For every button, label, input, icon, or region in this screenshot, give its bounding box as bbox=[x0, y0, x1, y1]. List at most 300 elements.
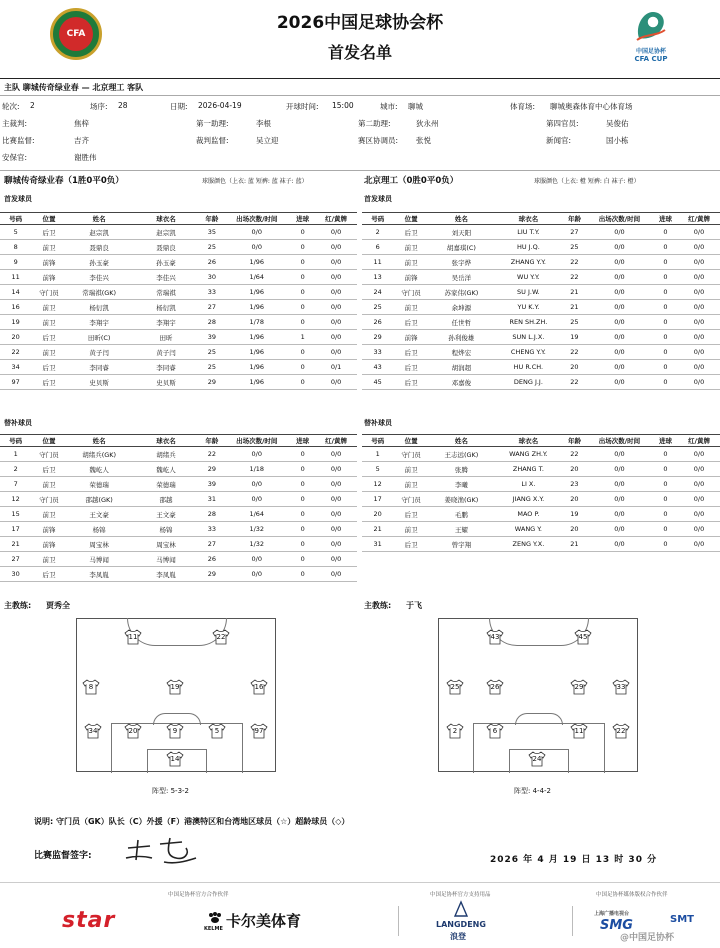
table-cell: 后卫 bbox=[31, 330, 66, 345]
table-cell: 7 bbox=[0, 477, 31, 492]
table-cell: 后卫 bbox=[393, 375, 429, 390]
table-cell: 0 bbox=[653, 330, 678, 345]
away-formation: 阵型: 4-4-2 bbox=[514, 787, 551, 795]
table-cell: 17 bbox=[362, 492, 393, 507]
table-cell: 0 bbox=[290, 255, 315, 270]
table-cell: 后卫 bbox=[393, 345, 429, 360]
table-cell: 0/0 bbox=[586, 285, 653, 300]
away-formation-pitch bbox=[438, 618, 638, 772]
table-cell: 11 bbox=[362, 255, 393, 270]
player-shirt-icon bbox=[123, 629, 143, 645]
table-cell: 0/0 bbox=[586, 300, 653, 315]
table-cell: 0 bbox=[290, 240, 315, 255]
table-cell: 前卫 bbox=[393, 477, 429, 492]
partner-title-1: 中国足协杯官方合作伙伴 bbox=[168, 892, 229, 898]
table-cell: 31 bbox=[200, 492, 223, 507]
table-cell: 21 bbox=[563, 300, 586, 315]
table-cell: 0/0 bbox=[586, 462, 653, 477]
home-kit-colors: 球服颜色（上衣: 蓝 短裤: 蓝 袜子: 蓝） bbox=[202, 178, 308, 185]
table-cell: 0/0 bbox=[315, 507, 357, 522]
signature-label: 比赛监督签字: bbox=[34, 851, 92, 861]
table-cell: 11 bbox=[0, 270, 31, 285]
column-header: 位置 bbox=[393, 213, 429, 225]
shirt-number: 29 bbox=[574, 683, 584, 691]
table-cell: 李佳兴 bbox=[67, 270, 132, 285]
table-cell: 39 bbox=[200, 477, 223, 492]
match-info-6: 开球时间: bbox=[286, 102, 319, 111]
column-header: 进球 bbox=[290, 213, 315, 225]
official-0-7: 吴俊佑 bbox=[606, 119, 629, 128]
shirt-number: 14 bbox=[170, 755, 180, 763]
table-cell: 前卫 bbox=[393, 255, 429, 270]
table-row bbox=[0, 537, 357, 552]
table-cell: 前卫 bbox=[393, 522, 429, 537]
legend-text: 说明: 守门员（GK）队长（C）外援（F）港澳特区和台湾地区球员（☆）超龄球员（◇） bbox=[34, 817, 350, 826]
table-cell: 35 bbox=[200, 225, 223, 240]
langdeng-emblem-icon bbox=[452, 900, 470, 918]
table-cell: 聂鼎良 bbox=[132, 240, 201, 255]
table-row bbox=[362, 285, 720, 300]
table-cell: 0/0 bbox=[315, 240, 357, 255]
column-header: 号码 bbox=[0, 435, 31, 447]
table-cell: 0 bbox=[653, 507, 678, 522]
smt-logo: SMT bbox=[670, 914, 694, 925]
table-row bbox=[362, 522, 720, 537]
smg-logo: SMG bbox=[600, 918, 633, 933]
match-info-9: 聊城 bbox=[408, 102, 423, 111]
table-cell: 前锋 bbox=[393, 330, 429, 345]
table-cell: 0 bbox=[653, 477, 678, 492]
table-cell: 0/0 bbox=[315, 315, 357, 330]
table-cell: CHENG Y.Y. bbox=[494, 345, 563, 360]
table-cell: 0 bbox=[290, 477, 315, 492]
table-cell: 0 bbox=[653, 240, 678, 255]
table-cell: 0/0 bbox=[315, 447, 357, 462]
table-cell: 前卫 bbox=[31, 477, 66, 492]
home-coach-name: 贾秀全 bbox=[46, 601, 70, 610]
match-info-4: 日期: bbox=[170, 102, 188, 111]
table-cell: 21 bbox=[563, 537, 586, 552]
table-cell: 马博闻 bbox=[67, 552, 132, 567]
home-subs-table bbox=[0, 434, 357, 582]
table-cell: 0/0 bbox=[223, 567, 290, 582]
table-cell: 李佳兴 bbox=[132, 270, 201, 285]
table-cell: 1/78 bbox=[223, 315, 290, 330]
table-cell: 0/0 bbox=[678, 375, 720, 390]
official-1-0: 比赛监督: bbox=[2, 136, 35, 145]
table-cell: 胡嘉琪(C) bbox=[429, 240, 494, 255]
table-cell: 前卫 bbox=[31, 315, 66, 330]
shirt-number: 43 bbox=[490, 633, 500, 641]
away-starters-title: 首发球员 bbox=[364, 195, 392, 203]
table-cell: 1 bbox=[362, 447, 393, 462]
table-cell: 前锋 bbox=[393, 270, 429, 285]
table-cell: 荣德瑞 bbox=[67, 477, 132, 492]
table-cell: 22 bbox=[563, 255, 586, 270]
player-shirt-icon bbox=[207, 723, 227, 739]
table-cell: 33 bbox=[200, 285, 223, 300]
column-header: 出场次数/时间 bbox=[586, 213, 653, 225]
table-cell: 1/96 bbox=[223, 330, 290, 345]
table-cell: 0 bbox=[653, 537, 678, 552]
table-row bbox=[0, 375, 357, 390]
table-cell: 胡绪兵 bbox=[132, 447, 201, 462]
table-cell: 30 bbox=[200, 270, 223, 285]
table-cell: 0/0 bbox=[315, 477, 357, 492]
smg-small: 上海广播电视台 bbox=[594, 911, 630, 917]
table-cell: 25 bbox=[200, 345, 223, 360]
table-cell: 20 bbox=[563, 522, 586, 537]
table-cell: 16 bbox=[0, 300, 31, 315]
table-cell: 0 bbox=[653, 255, 678, 270]
table-cell: 22 bbox=[563, 270, 586, 285]
official-2-0: 安保官: bbox=[2, 153, 28, 162]
table-row bbox=[0, 552, 357, 567]
table-cell: 0/0 bbox=[678, 300, 720, 315]
table-cell: 0/0 bbox=[315, 330, 357, 345]
away-coach-label: 主教练: bbox=[364, 601, 392, 610]
column-header: 位置 bbox=[393, 435, 429, 447]
table-cell: 20 bbox=[362, 507, 393, 522]
table-cell: 程烨宏 bbox=[429, 345, 494, 360]
table-cell: 20 bbox=[563, 360, 586, 375]
table-cell: 邵越(GK) bbox=[67, 492, 132, 507]
table-cell: 0/0 bbox=[223, 492, 290, 507]
column-header: 年龄 bbox=[200, 213, 223, 225]
shirt-number: 11 bbox=[574, 727, 584, 735]
table-cell: 吴岳洋 bbox=[429, 270, 494, 285]
table-cell: 杨锦 bbox=[132, 522, 201, 537]
table-cell: 后卫 bbox=[31, 567, 66, 582]
table-cell: 21 bbox=[563, 285, 586, 300]
shirt-number: 34 bbox=[88, 727, 98, 735]
table-cell: 0 bbox=[290, 522, 315, 537]
table-cell: 守门员 bbox=[393, 447, 429, 462]
table-cell: 0 bbox=[653, 447, 678, 462]
shirt-number: 16 bbox=[254, 683, 264, 691]
table-cell: 0/0 bbox=[223, 240, 290, 255]
column-header: 红/黄牌 bbox=[678, 435, 720, 447]
table-cell: 守门员 bbox=[393, 492, 429, 507]
kelme-logo: 卡尔美体育 bbox=[226, 912, 302, 930]
table-cell: 史贝斯 bbox=[67, 375, 132, 390]
table-cell: 97 bbox=[0, 375, 31, 390]
table-cell: 刘天阳 bbox=[429, 225, 494, 240]
table-cell: 孙玉豪 bbox=[132, 255, 201, 270]
table-cell: 0/0 bbox=[315, 375, 357, 390]
column-header: 出场次数/时间 bbox=[223, 213, 290, 225]
table-cell: 15 bbox=[0, 507, 31, 522]
table-cell: 1 bbox=[0, 447, 31, 462]
table-cell: 1 bbox=[290, 330, 315, 345]
table-cell: 0 bbox=[653, 522, 678, 537]
away-coach-name: 于飞 bbox=[406, 601, 422, 610]
table-cell: 1/64 bbox=[223, 507, 290, 522]
table-cell: LI X. bbox=[494, 477, 563, 492]
player-shirt-icon bbox=[569, 679, 589, 695]
table-cell: 前锋 bbox=[31, 537, 66, 552]
table-cell: 0/0 bbox=[223, 225, 290, 240]
table-cell: 0/0 bbox=[586, 270, 653, 285]
table-cell: 余坤源 bbox=[429, 300, 494, 315]
official-0-2: 第一助理: bbox=[196, 119, 229, 128]
table-cell: 0/0 bbox=[315, 462, 357, 477]
table-row bbox=[362, 537, 720, 552]
signature-stroke-icon bbox=[120, 836, 210, 870]
official-1-3: 吴立迎 bbox=[256, 136, 279, 145]
langdeng-logo: LANGDENG bbox=[436, 920, 486, 929]
table-cell: MAO P. bbox=[494, 507, 563, 522]
table-cell: 0/0 bbox=[678, 522, 720, 537]
table-row bbox=[362, 360, 720, 375]
table-cell: 黄子闫 bbox=[67, 345, 132, 360]
table-cell: 29 bbox=[200, 375, 223, 390]
table-cell: 胡绪兵(GK) bbox=[67, 447, 132, 462]
table-row bbox=[0, 360, 357, 375]
home-starters-table bbox=[0, 212, 357, 390]
table-cell: 李同睿 bbox=[132, 360, 201, 375]
table-row bbox=[362, 477, 720, 492]
column-header: 年龄 bbox=[563, 213, 586, 225]
table-cell: 前卫 bbox=[31, 507, 66, 522]
home-formation-pitch bbox=[76, 618, 276, 772]
table-cell: 0/0 bbox=[315, 537, 357, 552]
table-cell: 0/0 bbox=[678, 537, 720, 552]
official-1-4: 赛区协调员: bbox=[358, 136, 399, 145]
table-cell: 39 bbox=[200, 330, 223, 345]
table-cell: 17 bbox=[0, 522, 31, 537]
table-cell: 常瑞祺 bbox=[132, 285, 201, 300]
table-cell: 0/0 bbox=[678, 270, 720, 285]
table-cell: 0/0 bbox=[223, 477, 290, 492]
official-0-4: 第二助理: bbox=[358, 119, 391, 128]
table-cell: 前锋 bbox=[31, 270, 66, 285]
table-cell: 0 bbox=[653, 315, 678, 330]
table-cell: 胡润超 bbox=[429, 360, 494, 375]
cup-logo-cn: 中国足协杯 bbox=[635, 48, 666, 55]
table-cell: 前卫 bbox=[31, 240, 66, 255]
table-cell: 前卫 bbox=[31, 300, 66, 315]
table-cell: 0/0 bbox=[586, 447, 653, 462]
table-row bbox=[362, 345, 720, 360]
player-shirt-icon bbox=[485, 679, 505, 695]
table-row bbox=[0, 240, 357, 255]
table-cell: 0 bbox=[290, 270, 315, 285]
column-header: 姓名 bbox=[67, 213, 132, 225]
table-row bbox=[362, 375, 720, 390]
kelme-paw-icon bbox=[208, 912, 222, 924]
away-subs-table bbox=[362, 434, 720, 552]
table-cell: 孙玉豪 bbox=[67, 255, 132, 270]
table-cell: ZHANG Y.Y. bbox=[494, 255, 563, 270]
column-header: 位置 bbox=[31, 213, 66, 225]
home-coach-label: 主教练: bbox=[4, 601, 32, 610]
table-cell: 赵宗凯 bbox=[132, 225, 201, 240]
table-cell: 后卫 bbox=[31, 360, 66, 375]
table-cell: 马博闻 bbox=[132, 552, 201, 567]
table-cell: 1/18 bbox=[223, 462, 290, 477]
column-header: 位置 bbox=[31, 435, 66, 447]
table-row bbox=[0, 567, 357, 582]
table-cell: 0 bbox=[290, 360, 315, 375]
table-cell: 李曦 bbox=[429, 477, 494, 492]
column-header: 红/黄牌 bbox=[315, 435, 357, 447]
table-cell: 26 bbox=[362, 315, 393, 330]
table-cell: 0 bbox=[290, 447, 315, 462]
table-cell: 0 bbox=[653, 345, 678, 360]
official-0-3: 李根 bbox=[256, 119, 271, 128]
shirt-number: 26 bbox=[490, 683, 500, 691]
table-cell: 19 bbox=[0, 315, 31, 330]
table-cell: 0 bbox=[653, 300, 678, 315]
match-info-10: 体育场: bbox=[510, 102, 536, 111]
table-cell: 守门员 bbox=[31, 492, 66, 507]
column-header: 年龄 bbox=[200, 435, 223, 447]
table-cell: 27 bbox=[200, 537, 223, 552]
official-1-6: 新闻官: bbox=[546, 136, 572, 145]
table-row bbox=[362, 240, 720, 255]
table-cell: 1/96 bbox=[223, 285, 290, 300]
table-cell: 0/0 bbox=[678, 345, 720, 360]
column-header: 号码 bbox=[362, 213, 393, 225]
table-cell: 20 bbox=[0, 330, 31, 345]
table-cell: 12 bbox=[362, 477, 393, 492]
table-cell: 22 bbox=[0, 345, 31, 360]
match-info-2: 场序: bbox=[90, 102, 108, 111]
table-row bbox=[0, 285, 357, 300]
table-cell: 邵越 bbox=[132, 492, 201, 507]
home-formation: 阵型: 5-3-2 bbox=[152, 787, 189, 795]
table-cell: 9 bbox=[0, 255, 31, 270]
table-cell: 守门员 bbox=[393, 285, 429, 300]
page-subtitle: 首发名单 bbox=[327, 43, 392, 62]
table-cell: 后卫 bbox=[393, 537, 429, 552]
table-cell: 魏屹人 bbox=[67, 462, 132, 477]
table-cell: WU Y.Y. bbox=[494, 270, 563, 285]
official-1-2: 裁判监督: bbox=[196, 136, 229, 145]
cup-logo-en: CFA CUP bbox=[634, 55, 668, 63]
player-shirt-icon bbox=[569, 723, 589, 739]
table-cell: 23 bbox=[563, 477, 586, 492]
table-cell: WANG Y. bbox=[494, 522, 563, 537]
table-cell: 0/0 bbox=[678, 315, 720, 330]
table-cell: 25 bbox=[200, 360, 223, 375]
table-cell: 0/0 bbox=[678, 462, 720, 477]
table-cell: 0 bbox=[290, 492, 315, 507]
table-cell: 聂鼎良 bbox=[67, 240, 132, 255]
column-header: 姓名 bbox=[429, 213, 494, 225]
table-cell: 张宇烨 bbox=[429, 255, 494, 270]
table-cell: 31 bbox=[362, 537, 393, 552]
table-row bbox=[362, 225, 720, 240]
table-cell: 5 bbox=[362, 462, 393, 477]
table-cell: 12 bbox=[0, 492, 31, 507]
table-row bbox=[362, 507, 720, 522]
table-cell: 周宝林 bbox=[67, 537, 132, 552]
column-header: 进球 bbox=[653, 435, 678, 447]
table-cell: 0 bbox=[290, 225, 315, 240]
table-cell: ZHANG T. bbox=[494, 462, 563, 477]
table-cell: 28 bbox=[200, 507, 223, 522]
langdeng-cn: 浪登 bbox=[450, 932, 466, 941]
table-cell: 33 bbox=[362, 345, 393, 360]
watermark-text: @中国足协杯 bbox=[620, 933, 675, 943]
table-cell: 前锋 bbox=[31, 255, 66, 270]
table-cell: 前卫 bbox=[393, 462, 429, 477]
table-cell: 5 bbox=[0, 225, 31, 240]
match-info-1: 2 bbox=[30, 101, 35, 110]
table-cell: 后卫 bbox=[31, 462, 66, 477]
table-cell: 2 bbox=[362, 225, 393, 240]
table-cell: 0/0 bbox=[315, 225, 357, 240]
partner-title-3: 中国足协杯媒体版权合作伙伴 bbox=[596, 892, 668, 898]
table-cell: 25 bbox=[563, 315, 586, 330]
away-subs-title: 替补球员 bbox=[364, 419, 392, 427]
table-cell: 周宝林 bbox=[132, 537, 201, 552]
table-cell: 后卫 bbox=[393, 225, 429, 240]
table-cell: 后卫 bbox=[393, 360, 429, 375]
table-cell: 29 bbox=[200, 567, 223, 582]
table-cell: 0/0 bbox=[678, 225, 720, 240]
table-cell: 0/0 bbox=[678, 477, 720, 492]
table-cell: 守门员 bbox=[31, 447, 66, 462]
table-cell: 29 bbox=[362, 330, 393, 345]
table-row bbox=[362, 315, 720, 330]
column-header: 号码 bbox=[362, 435, 393, 447]
table-cell: 21 bbox=[362, 522, 393, 537]
table-cell: 25 bbox=[362, 300, 393, 315]
table-cell: 0/0 bbox=[586, 225, 653, 240]
match-info-0: 轮次: bbox=[2, 102, 20, 111]
table-cell: 22 bbox=[563, 447, 586, 462]
table-row bbox=[0, 345, 357, 360]
table-cell: SUN L.J.X. bbox=[494, 330, 563, 345]
table-cell: 2 bbox=[0, 462, 31, 477]
shirt-number: 5 bbox=[214, 727, 220, 735]
official-0-6: 第四官员: bbox=[546, 119, 579, 128]
match-info-8: 城市: bbox=[380, 102, 398, 111]
table-cell: 0/0 bbox=[315, 300, 357, 315]
table-row bbox=[362, 330, 720, 345]
table-cell: 0/0 bbox=[315, 552, 357, 567]
table-cell: 李翔宇 bbox=[132, 315, 201, 330]
player-shirt-icon bbox=[249, 679, 269, 695]
table-cell: 史贝斯 bbox=[132, 375, 201, 390]
table-cell: 0 bbox=[290, 567, 315, 582]
table-cell: 0 bbox=[290, 507, 315, 522]
shirt-number: 22 bbox=[216, 633, 226, 641]
player-shirt-icon bbox=[573, 629, 593, 645]
table-cell: 0/1 bbox=[315, 360, 357, 375]
table-cell: 0 bbox=[653, 462, 678, 477]
table-cell: DENG J.J. bbox=[494, 375, 563, 390]
table-cell: ZENG Y.X. bbox=[494, 537, 563, 552]
player-shirt-icon bbox=[611, 679, 631, 695]
table-cell: 22 bbox=[563, 345, 586, 360]
official-0-0: 主裁判: bbox=[2, 119, 28, 128]
player-shirt-icon bbox=[123, 723, 143, 739]
table-cell: 田昕 bbox=[132, 330, 201, 345]
column-header: 红/黄牌 bbox=[315, 213, 357, 225]
shirt-number: 24 bbox=[532, 755, 542, 763]
table-row bbox=[0, 330, 357, 345]
sign-datetime: 2026 年 4 月 19 日 13 时 30 分 bbox=[490, 855, 658, 865]
shirt-number: 11 bbox=[128, 633, 138, 641]
away-starters-table bbox=[362, 212, 720, 390]
table-cell: 前卫 bbox=[31, 552, 66, 567]
table-cell: 0/0 bbox=[586, 477, 653, 492]
star-logo: star bbox=[62, 908, 116, 933]
